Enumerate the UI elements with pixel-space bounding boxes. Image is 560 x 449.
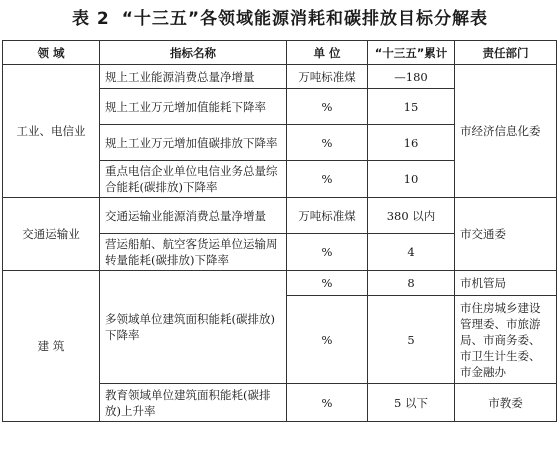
unit-cell: % — [287, 384, 368, 422]
indicator-cell: 教育领域单位建筑面积能耗(碳排放)上升率 — [100, 384, 287, 422]
value-cell: 5 以下 — [368, 384, 455, 422]
value-cell: —180 — [368, 65, 455, 89]
unit-cell: 万吨标准煤 — [287, 198, 368, 234]
value-cell: 15 — [368, 89, 455, 125]
unit-cell: 万吨标准煤 — [287, 65, 368, 89]
indicator-cell: 营运船舶、航空客货运单位运输周转量能耗(碳排放)下降率 — [100, 234, 287, 271]
department-cell: 市经济信息化委 — [455, 65, 557, 198]
indicator-cell: 规上工业万元增加值碳排放下降率 — [100, 125, 287, 161]
domain-cell: 建 筑 — [3, 271, 100, 422]
indicator-cell: 交通运输业能源消费总量净增量 — [100, 198, 287, 234]
indicator-cell: 多领域单位建筑面积能耗(碳排放)下降率 — [100, 271, 287, 384]
unit-cell: % — [287, 89, 368, 125]
header-cumulative: “十三五”累计 — [368, 41, 455, 65]
value-cell: 4 — [368, 234, 455, 271]
value-cell: 380 以内 — [368, 198, 455, 234]
unit-cell: % — [287, 125, 368, 161]
value-cell: 16 — [368, 125, 455, 161]
header-department: 责任部门 — [455, 41, 557, 65]
domain-cell: 工业、电信业 — [3, 65, 100, 198]
department-cell: 市教委 — [455, 384, 557, 422]
indicator-cell: 规上工业万元增加值能耗下降率 — [100, 89, 287, 125]
header-unit: 单 位 — [287, 41, 368, 65]
unit-cell: % — [287, 271, 368, 296]
indicator-cell: 规上工业能源消费总量净增量 — [100, 65, 287, 89]
unit-cell: % — [287, 161, 368, 198]
header-domain: 领 域 — [3, 41, 100, 65]
value-cell: 8 — [368, 271, 455, 296]
department-cell: 市住房城乡建设管理委、市旅游局、市商务委、市卫生计生委、市金融办 — [455, 296, 557, 384]
table-title-text: “十三五”各领域能源消耗和碳排放目标分解表 — [121, 9, 489, 29]
department-cell: 市交通委 — [455, 198, 557, 271]
value-cell: 10 — [368, 161, 455, 198]
table-row — [3, 65, 557, 89]
indicator-cell: 重点电信企业单位电信业务总量综合能耗(碳排放)下降率 — [100, 161, 287, 198]
header-indicator: 指标名称 — [100, 41, 287, 65]
unit-cell: % — [287, 296, 368, 384]
table-title — [0, 4, 560, 34]
domain-cell: 交通运输业 — [3, 198, 100, 271]
table-number: 表 2 — [71, 9, 110, 29]
value-cell: 5 — [368, 296, 455, 384]
table-row — [3, 271, 557, 296]
department-cell: 市机管局 — [455, 271, 557, 296]
table-row — [3, 198, 557, 234]
header-row — [3, 41, 557, 65]
energy-target-table — [2, 40, 557, 422]
unit-cell: % — [287, 234, 368, 271]
